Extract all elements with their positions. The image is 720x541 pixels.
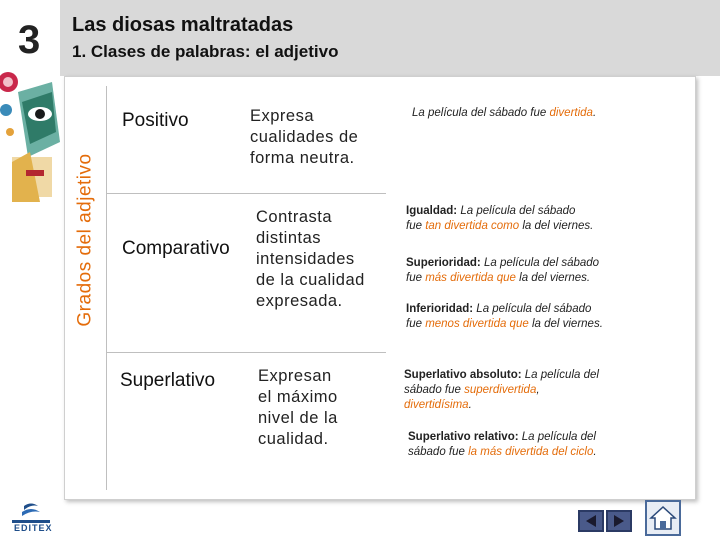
content-panel (64, 76, 696, 500)
desc-superlativo: Expresan el máximo nivel de la cualidad. (258, 367, 338, 448)
arrow-right-icon (612, 515, 626, 527)
degree-positivo: Positivo (122, 110, 189, 131)
divider-row-2 (106, 352, 386, 353)
example-igualdad: Igualdad: La película del sábado fue tan divertida como la del viernes. (406, 205, 594, 232)
decorative-illustration (0, 62, 60, 212)
home-button[interactable] (645, 500, 681, 536)
degree-comparativo: Comparativo (122, 238, 230, 259)
divider-row-1 (106, 193, 386, 194)
header-bar (60, 0, 720, 76)
desc-comparativo: Contrasta distintas intensidades de la cualidad expresada. (256, 208, 365, 310)
degree-superlativo: Superlativo (120, 370, 216, 391)
home-icon (647, 502, 679, 534)
example-superlativo-relativo: Superlativo relativo: La película del sábado fue la más divertida del ciclo. (408, 431, 597, 458)
chapter-number: 3 (18, 18, 41, 62)
page-subtitle: 1. Clases de palabras: el adjetivo (72, 42, 339, 61)
page-title: Las diosas maltratadas (72, 14, 294, 36)
next-button[interactable] (606, 510, 632, 532)
example-superioridad: Superioridad: La película del sábado fue más divertida que la del viernes. (406, 257, 600, 284)
divider-vertical (106, 86, 107, 490)
previous-button[interactable] (578, 510, 604, 532)
desc-positivo: Expresa cualidades de forma neutra. (250, 107, 359, 167)
example-inferioridad: Inferioridad: La película del sábado fue menos divertida que la del viernes. (406, 303, 603, 330)
arrow-left-icon (584, 515, 598, 527)
example-positivo: La película del sábado fue divertida. (412, 107, 597, 119)
logo-text: EDITEX (14, 523, 53, 533)
example-superlativo-absoluto: Superlativo absoluto: La película del sábado fue superdivertida, divertidísima. (404, 369, 599, 411)
editex-logo (8, 502, 54, 536)
side-label: Grados del adjetivo (75, 153, 96, 327)
